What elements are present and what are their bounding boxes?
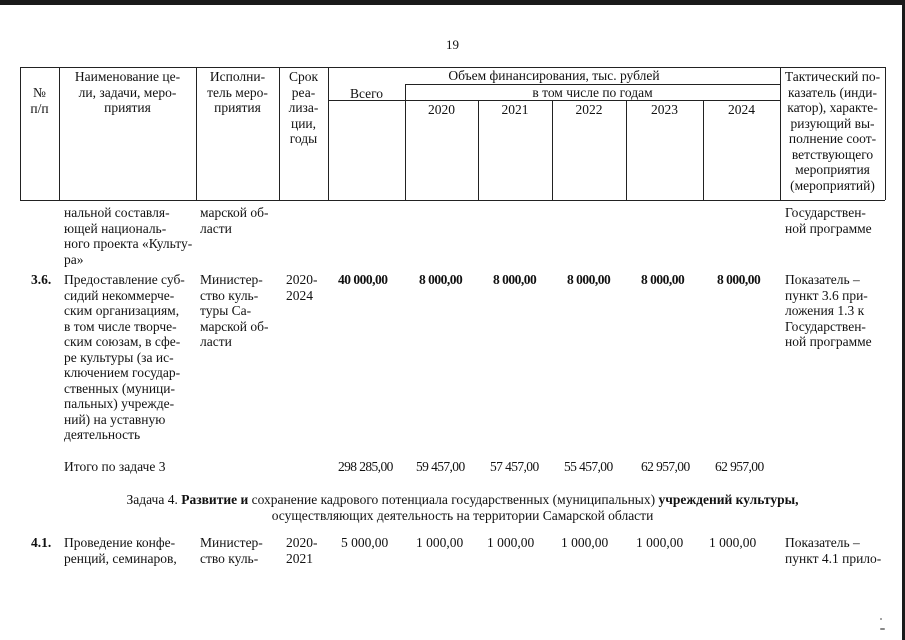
row-name: Предоставление суб- сидий некоммерче- ским организациям, в том числе творче- ским союзам, в сфе- ре культуры (за ис- ключением государ- ственных (муници- пальных) учрежде- ний) на уставную деятельность: [64, 272, 185, 442]
row-value-2023: 8 000,00: [641, 272, 685, 287]
task4-heading: [60, 492, 865, 523]
header-funding-title: Объем финансирования, тыс. рублей: [448, 68, 660, 83]
row-value-2022: 8 000,00: [567, 272, 611, 287]
header-year-2020: 2020: [428, 102, 455, 117]
page-top-border: [0, 0, 905, 5]
continuation-indicator: Государствен- ной программе: [785, 205, 872, 236]
header-num: № п/п: [30, 85, 49, 116]
total-sum: 298 285,00: [338, 459, 393, 474]
row-executor: Министер- ство куль- туры Са- марской об- ласти: [200, 272, 269, 349]
row-number: 4.1.: [31, 535, 52, 550]
row-name: Проведение конфе- ренций, семинаров,: [64, 535, 177, 566]
row-value-2020: 8 000,00: [419, 272, 463, 287]
row-term: 2020- 2021: [286, 535, 318, 566]
row-total: 40 000,00: [338, 272, 388, 287]
task4-line1: Задача 4. Развитие и сохранение кадрового потенциала государственных (муниципальных) учреждений культуры,: [126, 492, 799, 507]
row-value-2020: 1 000,00: [416, 535, 464, 550]
row-indicator: Показатель – пункт 4.1 прило-: [785, 535, 882, 566]
header-indicator: Тактический по- казатель (инди- катор), характе- ризующий вы- полнение соот- ветствующего мероприятия (мероприятий): [784, 69, 881, 193]
total-label: Итого по задаче 3: [64, 459, 166, 474]
header-total: Всего: [349, 86, 384, 101]
row-term: 2020- 2024: [286, 272, 318, 303]
header-executor: Исполни- тель меро- приятия: [207, 69, 268, 115]
header-year-2024: 2024: [728, 102, 755, 117]
continuation-name: нальной составля- ющей националь- ного проекта «Культу- ра»: [64, 205, 193, 267]
row-value-2022: 1 000,00: [561, 535, 609, 550]
continuation-executor: марской об- ласти: [200, 205, 269, 236]
row-value-2023: 1 000,00: [636, 535, 684, 550]
row-value-2021: 1 000,00: [487, 535, 535, 550]
header-year-2023: 2023: [651, 102, 678, 117]
row-value-2024: 1 000,00: [709, 535, 757, 550]
row-value-2021: 8 000,00: [493, 272, 537, 287]
page-number: 19: [446, 37, 459, 52]
row-total: 5 000,00: [341, 535, 389, 550]
header-year-2021: 2021: [501, 102, 529, 117]
total-value-2022: 55 457,00: [564, 459, 613, 474]
header-year-2022: 2022: [575, 102, 603, 117]
row-value-2024: 8 000,00: [717, 272, 761, 287]
header-term: Срок реа- лиза- ции, годы: [288, 69, 319, 146]
header-name: Наименование це- ли, задачи, меро- приятия: [74, 69, 181, 115]
total-value-2020: 59 457,00: [416, 459, 465, 474]
total-value-2024: 62 957,00: [715, 459, 764, 474]
total-value-2023: 62 957,00: [641, 459, 690, 474]
scan-speckle: [880, 628, 885, 630]
row-number: 3.6.: [31, 272, 52, 287]
header-by-years: в том числе по годам: [532, 85, 653, 100]
row-indicator: Показатель – пункт 3.6 при- ложения 1.3 к Государствен- ной программе: [785, 272, 872, 349]
total-value-2021: 57 457,00: [490, 459, 539, 474]
task4-line2: осуществляющих деятельность на территории Самарской области: [271, 507, 654, 523]
scan-speckle: [880, 618, 882, 620]
row-executor: Министер- ство куль-: [200, 535, 263, 566]
